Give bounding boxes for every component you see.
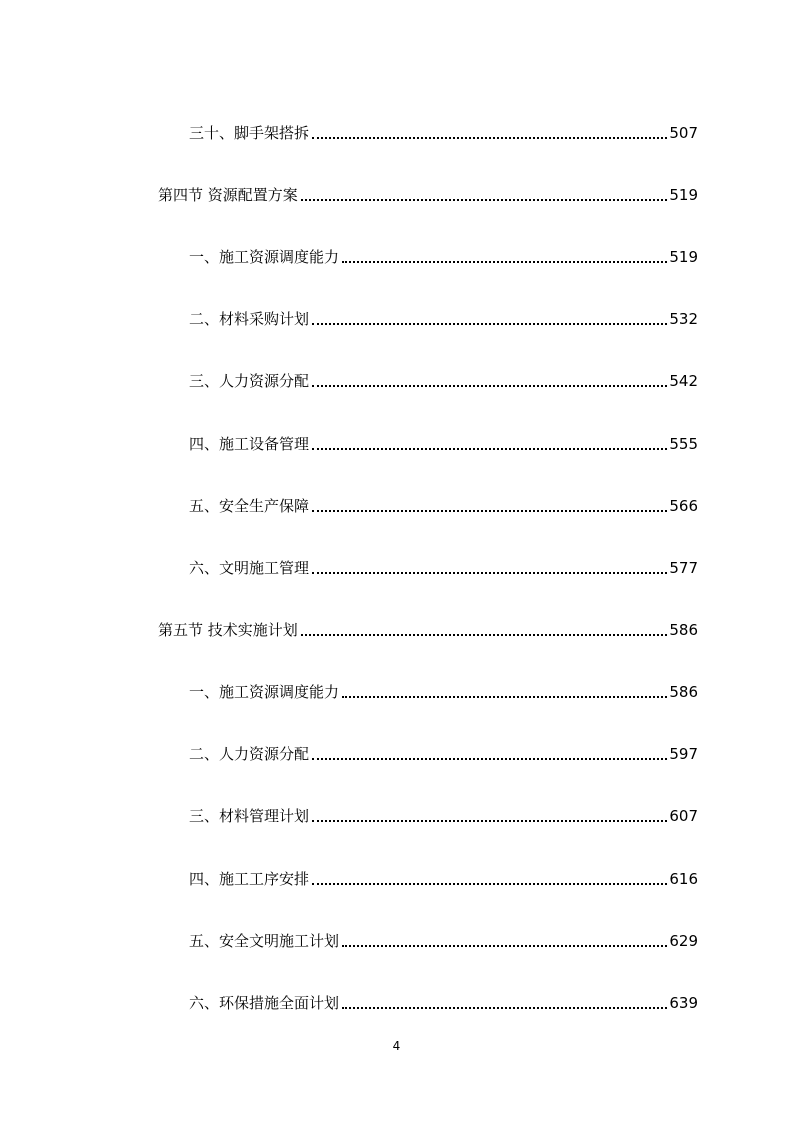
toc-entry-title: 五、安全文明施工计划 [189, 932, 340, 950]
toc-entry-page: 555 [669, 435, 698, 453]
toc-entry[interactable] [189, 119, 698, 143]
toc-entry[interactable] [158, 181, 698, 205]
toc-entry-page: 542 [669, 372, 698, 390]
toc-dot-leader [312, 883, 667, 885]
toc-dot-leader [312, 758, 667, 760]
toc-entry-title: 一、施工资源调度能力 [189, 683, 340, 701]
toc-entry[interactable] [189, 678, 698, 702]
toc-entry-page: 607 [669, 807, 698, 825]
toc-dot-leader [312, 323, 667, 325]
toc-dot-leader [342, 945, 667, 947]
toc-entry-title: 五、安全生产保障 [189, 497, 310, 515]
toc-entry-title: 一、施工资源调度能力 [189, 248, 340, 266]
toc-dot-leader [312, 137, 667, 139]
toc-entry-title: 六、环保措施全面计划 [189, 994, 340, 1012]
toc-entry-page: 519 [669, 248, 698, 266]
toc-entry[interactable] [189, 243, 698, 267]
toc-dot-leader [342, 696, 667, 698]
toc-dot-leader [301, 634, 668, 636]
toc-entry[interactable] [189, 740, 698, 764]
toc-entry[interactable] [189, 927, 698, 951]
toc-entry[interactable] [189, 492, 698, 516]
toc-entry-title: 二、材料采购计划 [189, 310, 310, 328]
toc-dot-leader [342, 261, 667, 263]
toc-dot-leader [312, 385, 667, 387]
toc-dot-leader [312, 510, 667, 512]
toc-entry-title: 第四节 资源配置方案 [158, 186, 298, 204]
toc-entry[interactable] [189, 430, 698, 454]
toc-entry-page: 586 [669, 621, 698, 639]
toc-entry-title: 三十、脚手架搭拆 [189, 124, 310, 142]
toc-entry-title: 三、材料管理计划 [189, 807, 310, 825]
toc-entry[interactable] [189, 802, 698, 826]
toc-entry-page: 597 [669, 745, 698, 763]
toc-entry-title: 第五节 技术实施计划 [158, 621, 298, 639]
toc-entry-page: 519 [669, 186, 698, 204]
toc-entry-page: 577 [669, 559, 698, 577]
toc-dot-leader [312, 820, 667, 822]
toc-entry[interactable] [189, 305, 698, 329]
toc-entry-title: 三、人力资源分配 [189, 372, 310, 390]
toc-entry[interactable] [158, 616, 698, 640]
toc-entry-page: 629 [669, 932, 698, 950]
toc-entry[interactable] [189, 554, 698, 578]
toc-entry-page: 566 [669, 497, 698, 515]
toc-entry[interactable] [189, 865, 698, 889]
toc-entry-page: 616 [669, 870, 698, 888]
toc-entry-title: 四、施工工序安排 [189, 870, 310, 888]
toc-entry-page: 532 [669, 310, 698, 328]
toc-entry[interactable] [189, 989, 698, 1013]
toc-entry-page: 639 [669, 994, 698, 1012]
toc-entry[interactable] [189, 367, 698, 391]
toc-dot-leader [312, 448, 667, 450]
toc-dot-leader [312, 572, 667, 574]
toc-entry-title: 四、施工设备管理 [189, 435, 310, 453]
toc-entry-title: 二、人力资源分配 [189, 745, 310, 763]
toc-entry-page: 586 [669, 683, 698, 701]
toc-dot-leader [301, 199, 668, 201]
toc-entry-page: 507 [669, 124, 698, 142]
toc-entry-title: 六、文明施工管理 [189, 559, 310, 577]
toc-dot-leader [342, 1007, 667, 1009]
page-number: 4 [392, 1039, 401, 1053]
